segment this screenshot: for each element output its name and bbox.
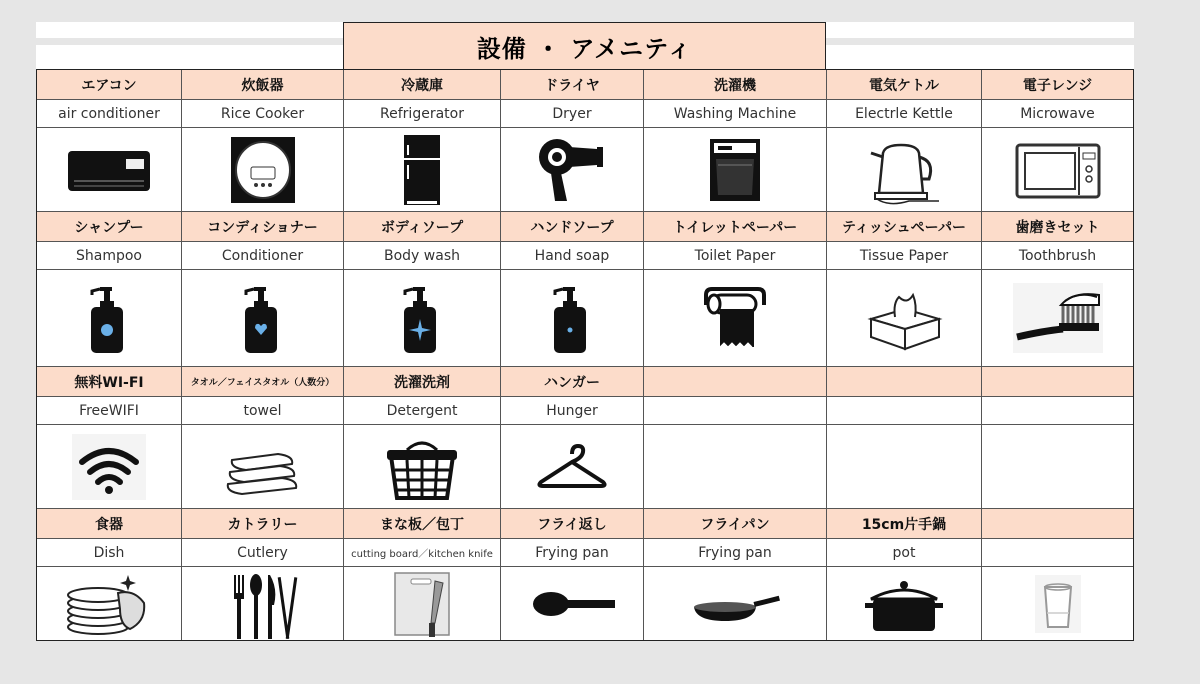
item-name-en: Shampoo <box>37 242 182 270</box>
item-picture-cell <box>501 270 644 367</box>
category-row <box>37 70 1133 100</box>
item-name-en: Dish <box>37 539 182 567</box>
item-name-en: Frying pan <box>501 539 644 567</box>
item-picture-cell <box>982 128 1133 212</box>
wifi-icon <box>64 432 154 502</box>
english-row <box>37 242 1133 270</box>
item-name-en: Cutlery <box>182 539 344 567</box>
item-picture-cell <box>501 567 644 640</box>
item-picture-cell <box>344 128 501 212</box>
shampoo-bottle-icon <box>64 283 154 353</box>
item-picture-cell <box>982 270 1133 367</box>
item-picture-cell <box>344 270 501 367</box>
body-wash-bottle-icon <box>377 283 467 353</box>
item-name-en: air conditioner <box>37 100 182 128</box>
item-name-jp: 冷蔵庫 <box>344 70 501 100</box>
header-stripe-right <box>826 38 1134 45</box>
item-name-en: Toilet Paper <box>644 242 827 270</box>
item-name-jp: カトラリー <box>182 509 344 539</box>
item-name-en: cutting board／kitchen knife <box>344 539 501 567</box>
item-name-en: Frying pan <box>644 539 827 567</box>
icon-row <box>37 567 1133 640</box>
item-picture-cell <box>344 567 501 640</box>
item-picture-cell <box>182 425 344 509</box>
item-name-en: Dryer <box>501 100 644 128</box>
item-name-jp: 電気ケトル <box>827 70 982 100</box>
item-name-en <box>827 397 982 425</box>
item-name-jp: ボディソープ <box>344 212 501 242</box>
item-name-jp: 食器 <box>37 509 182 539</box>
item-name-jp: フライ返し <box>501 509 644 539</box>
item-name-en <box>644 397 827 425</box>
item-name-jp: ハンドソープ <box>501 212 644 242</box>
item-picture-cell <box>37 270 182 367</box>
pot-icon <box>859 569 949 639</box>
page-title: 設備 ・ アメニティ <box>343 22 826 69</box>
item-name-en: Hunger <box>501 397 644 425</box>
item-name-jp: 15cm片手鍋 <box>827 509 982 539</box>
category-row <box>37 367 1133 397</box>
item-picture-cell <box>827 425 982 509</box>
item-name-jp: コンディショナー <box>182 212 344 242</box>
item-name-en: Hand soap <box>501 242 644 270</box>
item-name-jp: シャンプー <box>37 212 182 242</box>
item-name-en <box>982 539 1133 567</box>
item-name-en: Rice Cooker <box>182 100 344 128</box>
item-picture-cell <box>501 128 644 212</box>
laundry-basket-icon <box>377 432 467 502</box>
item-name-en <box>982 397 1133 425</box>
item-picture-cell <box>982 567 1133 640</box>
conditioner-bottle-icon <box>218 283 308 353</box>
item-name-jp: ハンガー <box>501 367 644 397</box>
refrigerator-icon <box>377 135 467 205</box>
item-name-en: Conditioner <box>182 242 344 270</box>
item-name-jp: 電子レンジ <box>982 70 1133 100</box>
item-name-jp: 歯磨きセット <box>982 212 1133 242</box>
item-name-jp <box>827 367 982 397</box>
item-picture-cell <box>982 425 1133 509</box>
item-name-jp <box>982 367 1133 397</box>
item-name-jp: まな板／包丁 <box>344 509 501 539</box>
item-name-en: FreeWIFI <box>37 397 182 425</box>
microwave-icon <box>1013 135 1103 205</box>
item-name-jp: タオル／フェイスタオル（人数分） <box>182 367 344 397</box>
item-name-en: towel <box>182 397 344 425</box>
item-picture-cell <box>827 270 982 367</box>
item-name-en: Tissue Paper <box>827 242 982 270</box>
amenity-grid <box>36 69 1134 641</box>
item-name-jp: ティッシュペーパー <box>827 212 982 242</box>
item-name-en: Toothbrush <box>982 242 1133 270</box>
icon-row <box>37 270 1133 367</box>
towel-icon <box>218 432 308 502</box>
category-row <box>37 212 1133 242</box>
dishes-icon <box>64 569 154 639</box>
item-name-en: Washing Machine <box>644 100 827 128</box>
air-conditioner-icon <box>64 135 154 205</box>
english-row <box>37 100 1133 128</box>
item-picture-cell <box>501 425 644 509</box>
cutlery-icon <box>218 569 308 639</box>
tissue-box-icon <box>859 283 949 353</box>
item-picture-cell <box>37 425 182 509</box>
item-picture-cell <box>644 567 827 640</box>
item-picture-cell <box>182 567 344 640</box>
english-row <box>37 539 1133 567</box>
item-name-jp <box>644 367 827 397</box>
item-name-jp: ドライヤ <box>501 70 644 100</box>
rice-cooker-icon <box>218 135 308 205</box>
cutting-board-icon <box>377 569 467 639</box>
header-stripe-left <box>36 38 343 45</box>
item-picture-cell <box>644 270 827 367</box>
icon-row <box>37 425 1133 509</box>
amenity-sheet <box>36 22 1134 638</box>
item-picture-cell <box>182 270 344 367</box>
item-picture-cell <box>182 128 344 212</box>
kettle-icon <box>859 135 949 205</box>
item-picture-cell <box>644 128 827 212</box>
frying-pan-icon <box>690 569 780 639</box>
spatula-icon <box>527 569 617 639</box>
item-name-en: Body wash <box>344 242 501 270</box>
item-name-en: Microwave <box>982 100 1133 128</box>
toilet-paper-icon <box>690 283 780 353</box>
toothbrush-icon <box>1013 283 1103 353</box>
item-name-jp: 炊飯器 <box>182 70 344 100</box>
english-row <box>37 397 1133 425</box>
item-name-en: Electrle Kettle <box>827 100 982 128</box>
item-name-en: pot <box>827 539 982 567</box>
washing-machine-icon <box>690 135 780 205</box>
icon-row <box>37 128 1133 212</box>
item-picture-cell <box>827 567 982 640</box>
item-picture-cell <box>644 425 827 509</box>
item-name-en: Refrigerator <box>344 100 501 128</box>
item-name-jp: 洗濯機 <box>644 70 827 100</box>
hair-dryer-icon <box>527 135 617 205</box>
item-name-jp: 洗濯洗剤 <box>344 367 501 397</box>
glass-icon <box>1013 569 1103 639</box>
item-picture-cell <box>37 128 182 212</box>
category-row <box>37 509 1133 539</box>
item-picture-cell <box>827 128 982 212</box>
item-picture-cell <box>344 425 501 509</box>
item-name-jp: エアコン <box>37 70 182 100</box>
hand-soap-bottle-icon <box>527 283 617 353</box>
hanger-icon <box>527 432 617 502</box>
item-name-jp: トイレットペーパー <box>644 212 827 242</box>
item-picture-cell <box>37 567 182 640</box>
item-name-en: Detergent <box>344 397 501 425</box>
item-name-jp: フライパン <box>644 509 827 539</box>
item-name-jp <box>982 509 1133 539</box>
item-name-jp: 無料WI-FI <box>37 367 182 397</box>
